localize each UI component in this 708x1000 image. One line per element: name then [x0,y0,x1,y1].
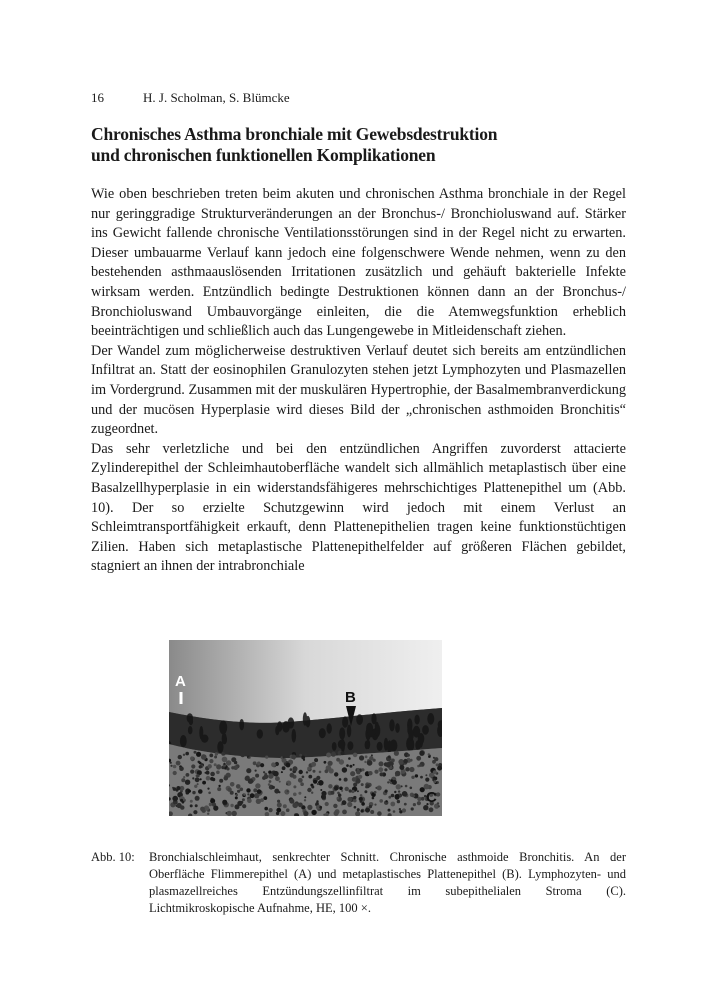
label-b: B [345,689,356,706]
figure-caption [91,849,626,917]
caption-label: Abb. 10: [91,850,135,864]
running-head [91,90,290,106]
caption-text: Bronchialschleimhaut, senkrechter Schnitt. Chronische asthmoide Bronchitis. An der Oberfläche Flimmerepithel (A) und metaplastisches Plattenepithel (B). Lymphozyten- und plasmazellreiches Entzündungszellinfiltrat im subepithelialen Stroma (C). Lichtmikroskopische Aufnahme, HE, 100 ×. [149,850,626,915]
title-line-1: Chronisches Asthma bronchiale mit Gewebsdestruktion [91,124,498,144]
paragraph-2: Der Wandel zum möglicherweise destruktiven Verlauf deutet sich bereits am entzündlichen Infiltrat an. Statt der eosinophilen Granulozyten stehen jetzt Lymphozyten und Plasmazellen im Vordergrund. Zusammen mit der muskulären Hypertrophie, der Basalmembranverdickung und der mucösen Hyperplasie wird dieses Bild der „chronischen asthmoiden Bronchitis“ zugeordnet. [91,342,626,438]
paragraph-1: Wie oben beschrieben treten beim akuten und chronischen Asthma bronchiale in der Regel nur geringgradige Strukturveränderungen an der Bronchus-/ Bronchioluswand auf. Stärker ins Gewicht fallende chronische Ventilationsstörungen sind in der Regel nicht zu erwarten. Dieser umbauarme Verlauf kann jedoch eine folgenschwere Wende nehmen, wenn zu den bestehenden asthmaauslösenden Irritationen zusätzlich und gehäuft bakterielle Infekte wirksam werden. Entzündlich bedingte Destruktionen können dann an der Bronchus-/ Bronchioluswand Umbauvorgänge einleiten, die die Atemwegsfunktion erheblich beeinträchtigen und schließlich auch das Lungengewebe in Mitleidenschaft ziehen. [91,186,626,340]
body-text [91,185,626,577]
micrograph-figure [169,640,442,816]
micrograph-image [169,640,442,816]
title-line-2: und chronischen funktionellen Komplikationen [91,145,436,165]
authors: H. J. Scholman, S. Blümcke [143,90,290,105]
paragraph-3: Das sehr verletzliche und bei den entzündlichen Angriffen zuvorderst attacierte Zylinderepithel der Schleimhautoberfläche wandelt sich allmählich metaplastisch über eine Basalzellhyperplasie in ein widerstandsfähigeres mehrschichtiges Plattenepithel um (Abb. 10). Der so erzielte Schutzgewinn wird jedoch mit einem Verlust an Schleimtransportfähigkeit erkauft, denn Plattenepithelien tragen keine funktionstüchtigen Zilien. Haben sich metaplastische Plattenepithelfelder auf größeren Flächen gebildet, stagniert an ihnen der intrabronchiale [91,440,626,575]
page-number: 16 [91,90,104,105]
section-title [91,124,631,166]
label-c: C [426,789,437,806]
label-a: A [175,673,186,690]
